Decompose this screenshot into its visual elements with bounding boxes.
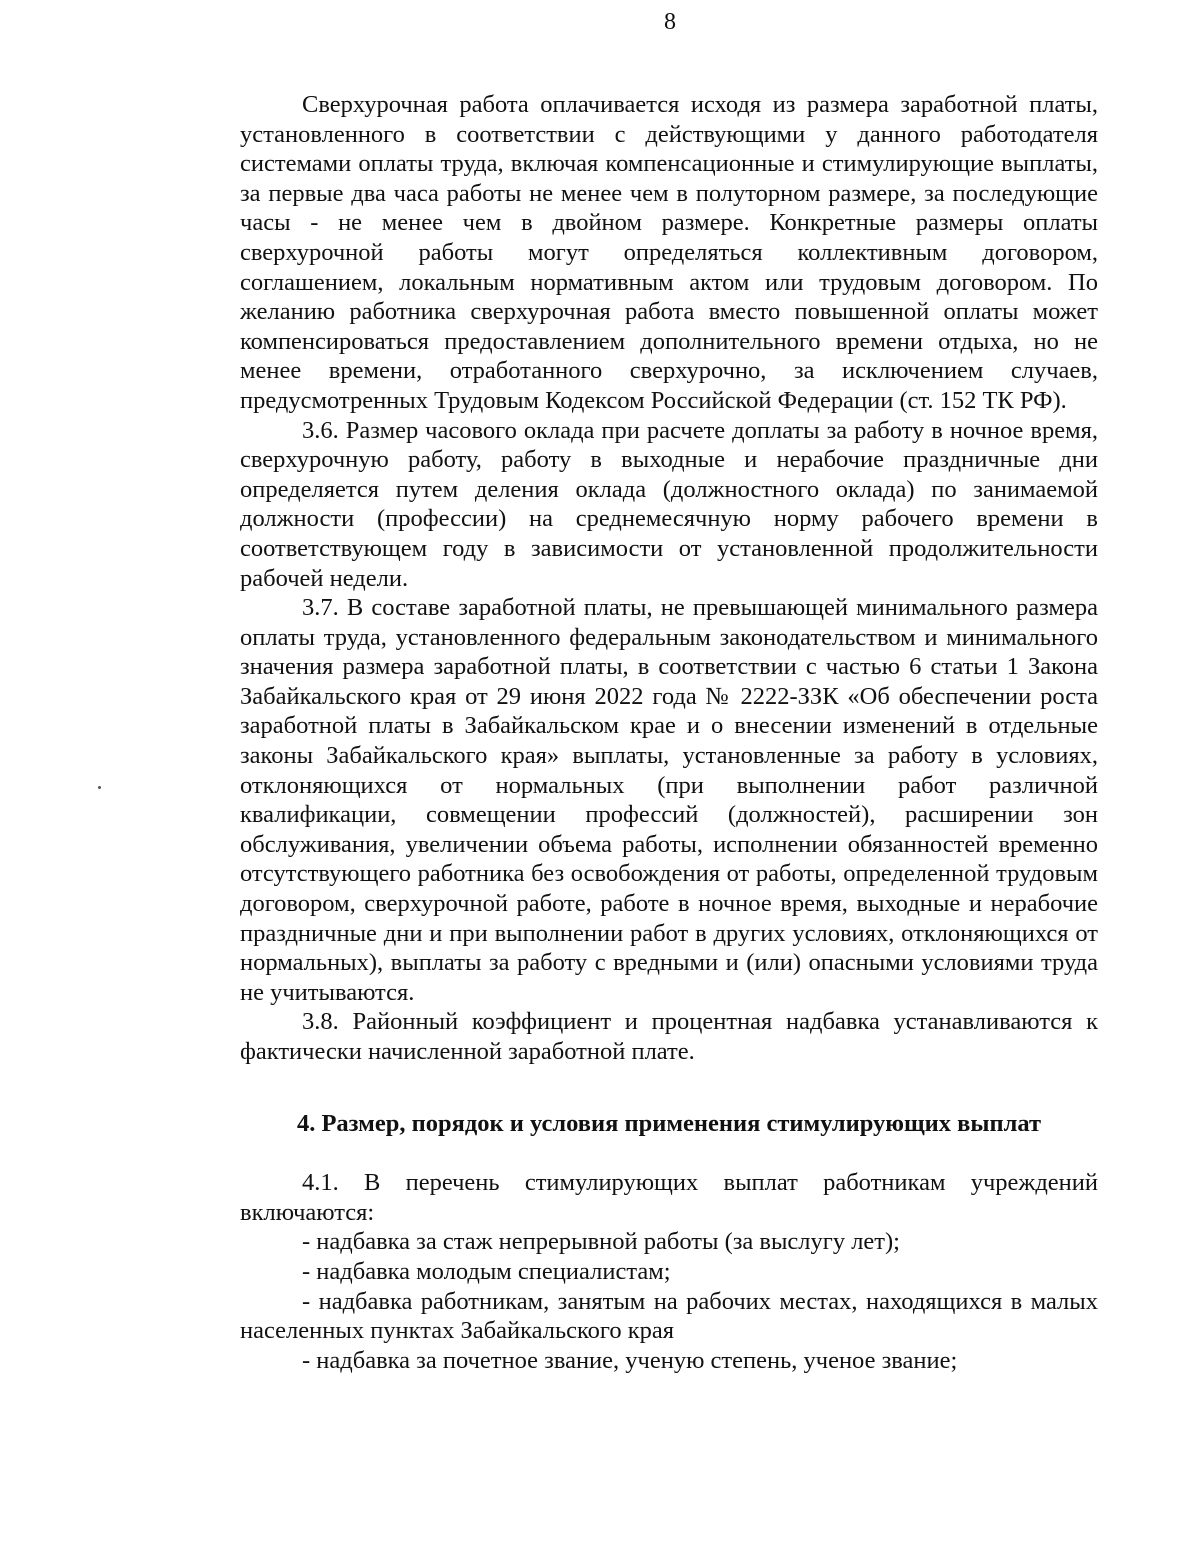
list-item-young-specialists-bonus: - надбавка молодым специалистам; — [302, 1257, 671, 1285]
page-number: 8 — [664, 9, 676, 35]
section-4-heading: 4. Размер, порядок и условия применения стимулирующих выплат — [296, 1109, 1042, 1137]
paragraph-3-6: 3.6. Размер часового оклада при расчете доплаты за работу в ночное время, сверхурочную работу, работу в выходные и нерабочие праздничные дни определяется путем деления оклада (должностного оклада) по занимаемой должности (профессии) на среднемесячную норму рабочего времени в соответствующем году в зависимости от установленной продолжительности рабочей недели. — [240, 416, 1098, 592]
list-item-seniority-bonus: - надбавка за стаж непрерывной работы (за выслугу лет); — [302, 1228, 900, 1256]
list-item-honorary-title-bonus: - надбавка за почетное звание, ученую степень, ученое звание; — [302, 1346, 958, 1374]
paragraph-overtime-pay: Сверхурочная работа оплачивается исходя из размера заработной платы, установленного в соответствии с действующими у данного работодателя системами оплаты труда, включая компенсационные и стимулирующие выплаты, за первые два часа работы не менее чем в полуторном размере, за последующие часы - не менее чем в двойном размере. Конкретные размеры оплаты сверхурочной работы могут определяться коллективным договором, соглашением, локальным нормативным актом или трудовым договором. По желанию работника сверхурочная работа вместо повышенной оплаты может компенсироваться предоставлением дополнительного времени отдыха, но не менее времени, отработанного сверхурочно, за исключением случаев, предусмотренных Трудовым Кодексом Российской Федерации (ст. 152 ТК РФ). — [240, 91, 1098, 414]
paragraph-4-1: 4.1. В перечень стимулирующих выплат работникам учреждений включаются: — [240, 1169, 1098, 1226]
list-item-small-settlements-bonus: - надбавка работникам, занятым на рабочих местах, находящихся в малых населенных пунктах Забайкальского края — [240, 1287, 1098, 1345]
document-body — [240, 90, 1098, 1375]
scan-artifact-dot — [98, 786, 101, 789]
paragraph-3-7: 3.7. В составе заработной платы, не превышающей минимального размера оплаты труда, установленного федеральным законодательством и минимального значения размера заработной платы, в соответствии с частью 6 статьи 1 Закона Забайкальского края от 29 июня 2022 года № 2222-ЗЗК «Об обеспечении роста заработной платы в Забайкальском крае и о внесении изменений в отдельные законы Забайкальского края» выплаты, установленные за работу в условиях, отклоняющихся от нормальных (при выполнении работ различной квалификации, совмещении профессий (должностей), расширении зон обслуживания, увеличении объема работы, исполнении обязанностей временно отсутствующего работника без освобождения от работы, определенной трудовым договором, сверхурочной работе, работе в ночное время, выходные и нерабочие праздничные дни и при выполнении работ в других условиях, отклоняющихся от нормальных), выплаты за работу с вредными и (или) опасными условиями труда не учитываются. — [240, 594, 1098, 1006]
paragraph-3-8: 3.8. Районный коэффициент и процентная надбавка устанавливаются к фактически начисленной заработной плате. — [240, 1008, 1098, 1065]
